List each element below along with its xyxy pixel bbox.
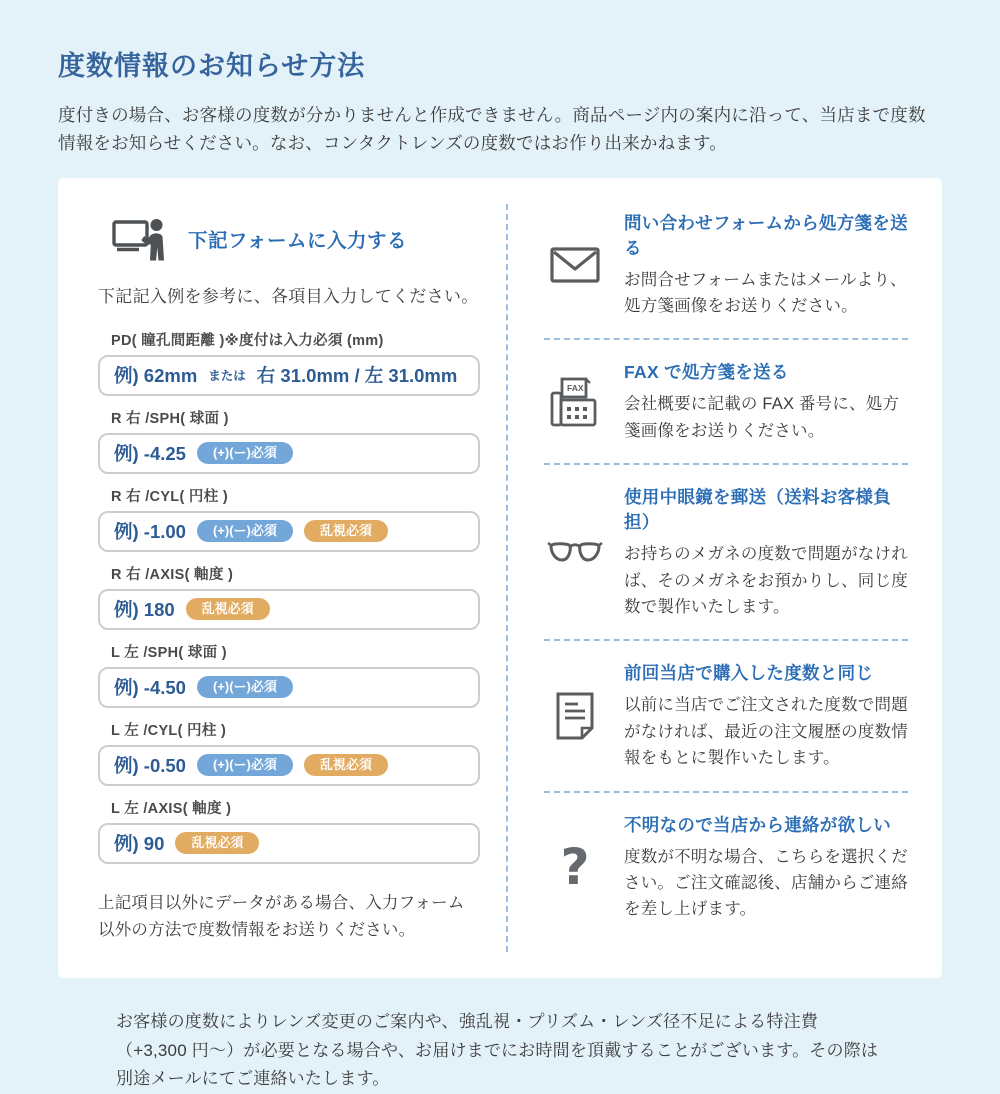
- method-text: [624, 660, 908, 771]
- methods-card: [58, 178, 942, 978]
- plus-minus-required-badge: (+)(ー)必須: [197, 520, 293, 542]
- method-title: 問い合わせフォームから処方箋を送る: [624, 212, 908, 258]
- method-previous-order: [544, 660, 908, 771]
- form-subtitle: 下記記入例を参考に、各項目入力してください。: [98, 286, 479, 306]
- svg-text:FAX: FAX: [567, 382, 584, 393]
- method-title: FAX で処方箋を送る: [624, 362, 789, 383]
- example-value: 例) -4.50: [114, 677, 186, 699]
- field-label-l-cyl: L 左 /CYL( 円柱 ): [111, 722, 227, 739]
- example-value: 例) 180: [114, 599, 175, 621]
- field-label-r-axis: R 右 /AXIS( 軸度 ): [111, 566, 234, 583]
- field-group-r-axis: [98, 563, 480, 630]
- intro-text: 度付きの場合、お客様の度数が分かりませんと作成できません。商品ページ内の案内に沿って、当店まで度数情報をお知らせください。なお、コンタクトレンズの度数ではお作り出来かねます。: [58, 105, 926, 154]
- method-contact-form: [544, 210, 908, 320]
- example-value: 右 31.0mm / 左 31.0mm: [256, 365, 458, 387]
- divider: [544, 463, 908, 465]
- method-title: 前回当店で購入した度数と同じ: [624, 663, 874, 684]
- plus-minus-required-badge: (+)(ー)必須: [197, 676, 293, 698]
- field-label-l-axis: L 左 /AXIS( 軸度 ): [111, 800, 232, 817]
- field-group-r-sph: [98, 407, 480, 474]
- example-value: 例) -4.25: [114, 443, 186, 465]
- method-desc: お持ちのメガネの度数で問題がなければ、そのメガネをお預かりし、同じ度数で製作いたします。: [624, 545, 908, 617]
- form-note: 上記項目以外にデータがある場合、入力フォーム以外の方法で度数情報をお送りください。: [98, 893, 465, 939]
- example-value: 例) 90: [114, 833, 165, 855]
- field-label-r-cyl: R 右 /CYL( 円柱 ): [111, 488, 228, 505]
- form-entry-icon: [112, 216, 168, 262]
- field-group-l-sph: [98, 641, 480, 708]
- method-text: [624, 484, 908, 620]
- footer-note: お客様の度数によりレンズ変更のご案内や、強乱視・プリズム・レンズ径不足による特注費（+3,300 円〜）が必要となる場合や、お届けまでにお時間を頂戴することがございます。その際は別途メールにてご連絡いたします。: [116, 1012, 879, 1089]
- example-value: 例) -0.50: [114, 755, 186, 777]
- example-value: 例) 62mm: [114, 365, 198, 387]
- plus-minus-required-badge: (+)(ー)必須: [197, 754, 293, 776]
- form-section-title: 下記フォームに入力する: [188, 229, 408, 252]
- plus-minus-required-badge: (+)(ー)必須: [197, 442, 293, 464]
- field-group-r-cyl: [98, 485, 480, 552]
- astigmatism-required-badge: 乱視必須: [304, 520, 388, 542]
- field-example-l-cyl: [98, 745, 480, 786]
- method-desc: 会社概要に記載の FAX 番号に、処方箋画像をお送りください。: [624, 395, 900, 440]
- question-icon: ?: [560, 838, 590, 897]
- method-text: [624, 359, 908, 444]
- astigmatism-required-badge: 乱視必須: [304, 754, 388, 776]
- field-example-r-axis: [98, 589, 480, 630]
- field-label-pd: PD( 瞳孔間距離 )※度付は入力必須 (mm): [111, 332, 384, 349]
- field-label-r-sph: R 右 /SPH( 球面 ): [111, 410, 229, 427]
- field-example-r-sph: [98, 433, 480, 474]
- field-example-l-axis: [98, 823, 480, 864]
- method-mail-glasses: [544, 484, 908, 620]
- method-title: 不明なので当店から連絡が欲しい: [624, 814, 891, 835]
- method-desc: 度数が不明な場合、こちらを選択ください。ご注文確認後、店舗からご連絡を差し上げます。: [624, 847, 908, 919]
- divider: [544, 639, 908, 641]
- method-text: [624, 210, 908, 320]
- field-group-l-cyl: [98, 719, 480, 786]
- astigmatism-required-badge: 乱視必須: [186, 598, 270, 620]
- method-contact-me: [544, 812, 908, 923]
- fax-icon: [544, 376, 606, 428]
- field-example-r-cyl: [98, 511, 480, 552]
- divider: [544, 338, 908, 340]
- astigmatism-required-badge: 乱視必須: [175, 832, 259, 854]
- field-example-pd: [98, 355, 480, 396]
- example-or-text: または: [208, 369, 246, 384]
- form-section-header: [112, 216, 480, 262]
- form-section: [58, 204, 506, 952]
- method-title: 使用中眼鏡を郵送（送料お客様負担）: [624, 487, 891, 533]
- field-group-l-axis: [98, 797, 480, 864]
- field-group-pd: [98, 329, 480, 396]
- example-value: 例) -1.00: [114, 521, 186, 543]
- document-icon: [544, 691, 606, 741]
- method-text: [624, 812, 908, 923]
- mail-icon: [544, 246, 606, 284]
- divider: [544, 791, 908, 793]
- method-desc: お問合せフォームまたはメールより、処方箋画像をお送りください。: [624, 270, 907, 316]
- glasses-icon: [544, 538, 606, 566]
- method-desc: 以前に当店でご注文された度数で問題がなければ、最近の注文履歴の度数情報をもとに製作いたします。: [624, 696, 908, 768]
- alternative-methods-section: [506, 204, 942, 952]
- page-title: 度数情報のお知らせ方法: [58, 51, 366, 81]
- method-fax: [544, 359, 908, 444]
- field-example-l-sph: [98, 667, 480, 708]
- field-label-l-sph: L 左 /SPH( 球面 ): [111, 644, 227, 661]
